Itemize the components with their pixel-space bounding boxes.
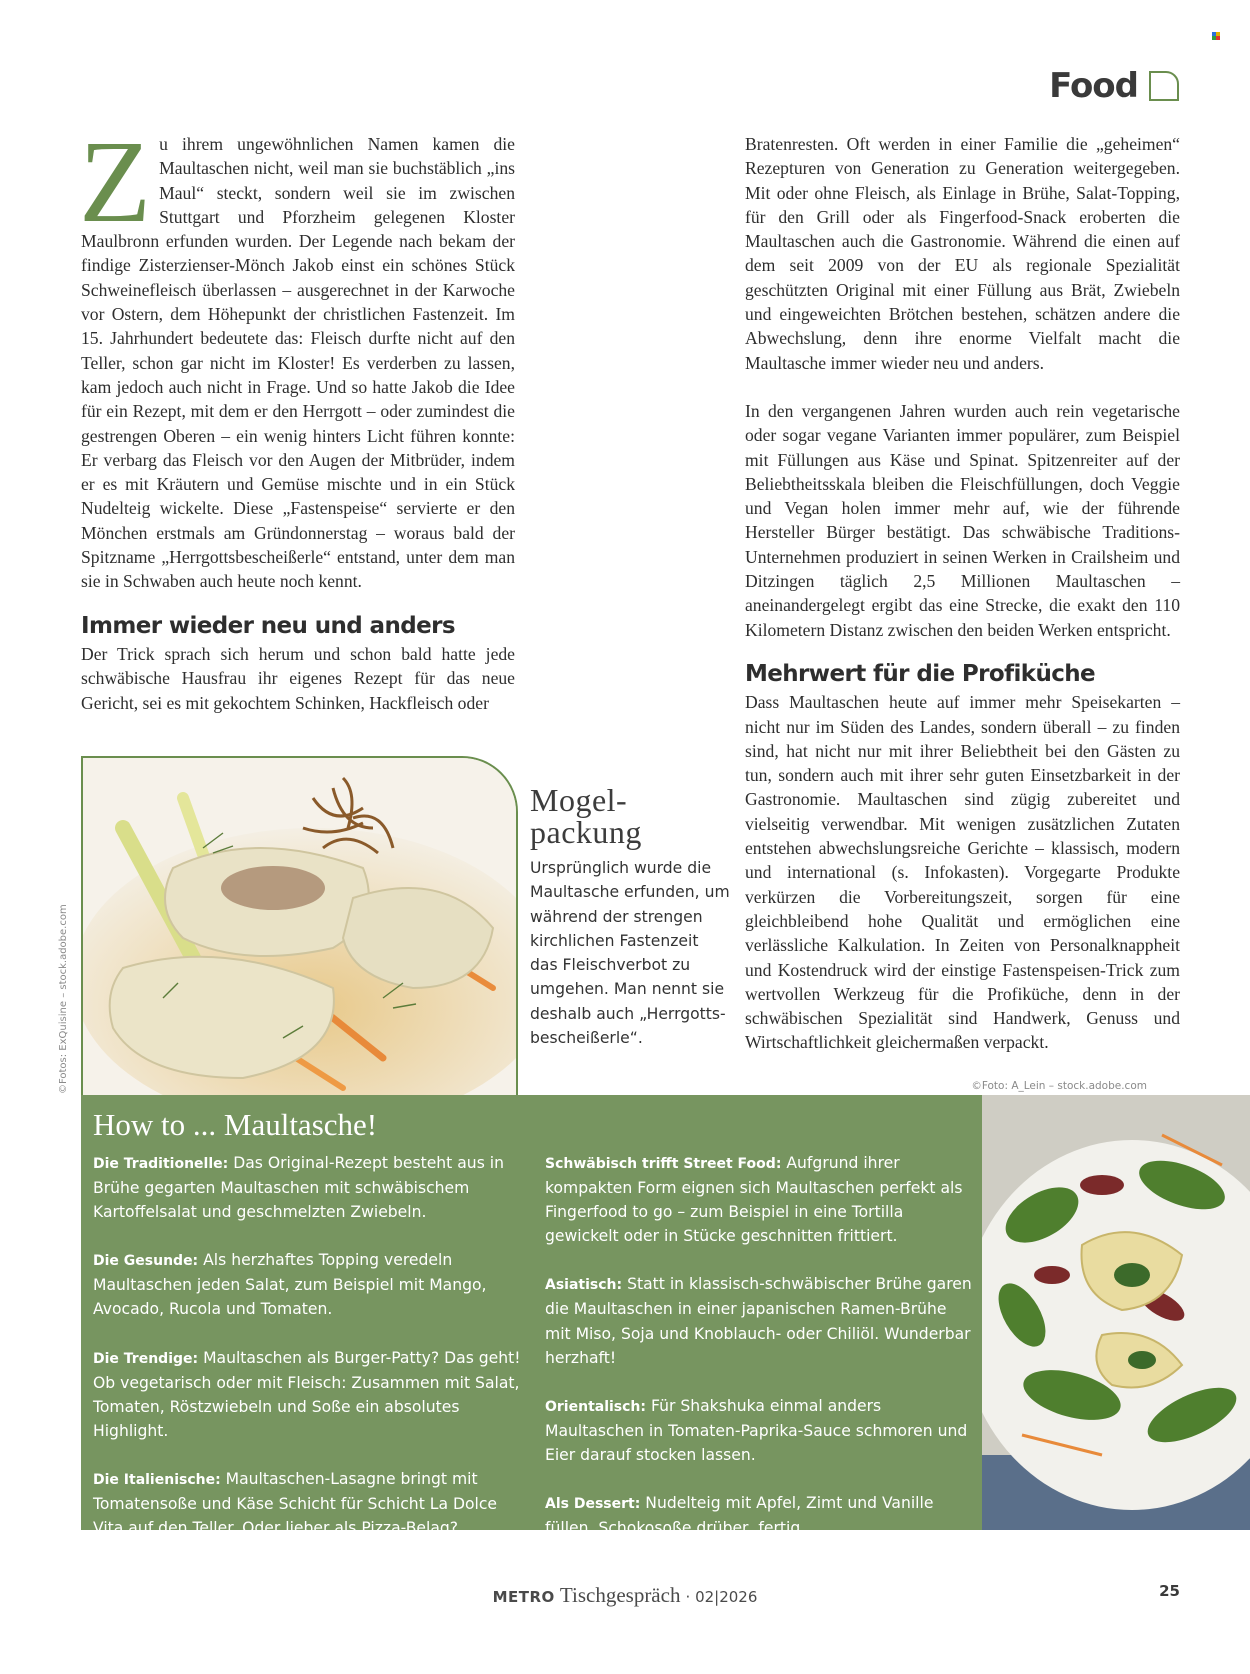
right-paragraph-3: Dass Maultaschen heute auf immer mehr Speisekarten – nicht nur im Süden des Landes, sondern überall – zu finden sind, hat nicht nur mit ihrer Beliebtheit bei den Gästen zu tun, sondern auch mit ihrer sehr guten Einsetzbarkeit in der Gastronomie. Maultaschen sind zügig zubereitet und vielseitig verwendbar. Mit wenigen zusätzlichen Zutaten entstehen abwechslungsreiche Gerichte – klassisch, modern und international (s. Infokasten). Vorgegarte Produkte verkürzen die Vorbereitungszeit, sorgen für eine gleichbleibend hohe Qualität und ermöglichen eine verlässliche Kalkulation. In Zeiten von Personalknappheit und Kostendruck wird der einstige Fastenspeisen-Trick zum wertvollen Werkzeug für die Profiküche, denn in der schwäbischen Spezialität sind Handwerk, Genuss und Wirtschaftlichkeit gleichermaßen verpackt. — [745, 692, 1180, 1053]
sidebar-text: Ursprünglich wurde die Maultasche erfunden, um während der strengen kirchlichen Fastenzeit das Fleischverbot zu umgehen. Man nennt sie deshalb auch „Herrgotts-bescheißerle“. — [530, 859, 730, 1048]
tip-label: Die Trendige: — [93, 1350, 199, 1367]
tip-label: Schwäbisch trifft Street Food: — [545, 1156, 782, 1172]
intro-text: u ihrem ungewöhnlichen Namen kamen die Maultaschen nicht, weil man sie buchstäblich „ins Maul“ steckt, sondern weil sie im zwischen Stuttgart und Pforzheim gelegenen Kloster Maulbronn erfunden wurden. Der Legende nach bekam der findige Zisterzienser-Mönch Jakob einst ein schönes Stück Schweinefleisch überlassen – ausgerechnet in der Karwoche vor Ostern, dem Höhepunkt der christlichen Fastenzeit. Im 15. Jahrhundert bedeutete das: Fleisch durfte nicht auf den Teller, schon gar nicht im Kloster! Es verderben zu lassen, kam jedoch auch nicht in Frage. Und so hatte Jakob die Idee für ein Rezept, mit dem er den Herrgott – oder zumindest die gestrengen Oberen – ein wenig hinters Licht führen konnte: Er verbarg das Fleisch vor den Augen der Mitbrüder, indem er es mit Kräutern und Gemüse mischte und in ein Stück Nudelteig wickelte. Diese „Fastenspeise“ servierte er den Mönchen erstmals am Gründonnerstag – woraus bald der Spitzname „Herrgottsbescheißerle“ entstand, unter dem man sie in Schwaben auch heute noch kennt. — [81, 134, 515, 592]
tip-item — [545, 1272, 977, 1369]
drop-cap: Z — [79, 116, 152, 247]
sidebar-box — [530, 784, 730, 1050]
tip-label: Orientalisch: — [545, 1398, 647, 1415]
page-footer — [0, 1583, 1250, 1608]
article-column-right — [745, 132, 1180, 1055]
salad-photo — [982, 1095, 1250, 1530]
corner-mark-icon — [1212, 32, 1220, 40]
tip-item — [545, 1151, 977, 1248]
tip-text: Statt in klassisch-schwäbischer Brühe garen die Maultaschen in einer japanischen Ramen-Brühe mit Miso, Soja und Knoblauch- oder Chiliöl. Wunderbar herzhaft! — [545, 1275, 972, 1367]
tip-item — [93, 1151, 525, 1224]
photo-credit-2: ©Foto: A_Lein – stock.adobe.com — [971, 1080, 1147, 1092]
tip-label: Asiatisch: — [545, 1277, 623, 1294]
howto-infobox — [81, 1095, 982, 1538]
salad-illustration — [982, 1095, 1250, 1530]
tip-text: Das Original-Rezept besteht aus in Brühe gegarten Maultaschen mit schwäbischem Kartoffelsalat und geschmelzten Zwiebeln. — [93, 1154, 504, 1222]
howto-tips-left — [93, 1151, 525, 1564]
section-title: Food — [1049, 66, 1138, 106]
tip-item — [93, 1248, 525, 1321]
section1-paragraph: Der Trick sprach sich herum und schon bald hatte jede schwäbische Hausfrau ihr eigenes Rezept für das neue Gericht, sei es mit gekochtem Schinken, Hackfleisch oder — [81, 643, 515, 713]
tip-item — [93, 1346, 525, 1443]
maultaschen-photo — [81, 756, 518, 1098]
tip-text: Maultaschen als Burger-Patty? Das geht! Ob vegetarisch oder mit Fleisch: Zusammen mit Salat, Tomaten, Röstzwiebeln und Soße ein absolutes Highlight. — [93, 1348, 521, 1440]
subheading-immer-wieder: Immer wieder neu und anders — [81, 612, 455, 639]
sidebar-title: Mogel-packung — [530, 782, 642, 850]
footer-brand: METRO — [492, 1588, 555, 1606]
tip-text: Aufgrund ihrer kompakten Form eignen sich Maultaschen perfekt als Fingerfood to go – zum Beispiel in eine Tortilla gewickelt oder in Stücke geschnitten frittiert. — [545, 1154, 963, 1246]
page-number: 25 — [1159, 1582, 1180, 1600]
tip-item — [545, 1491, 977, 1540]
howto-tips-right — [545, 1151, 977, 1564]
footer-issue: · 02|2026 — [685, 1588, 758, 1606]
tip-label: Als Dessert: — [545, 1496, 641, 1513]
subheading-mehrwert: Mehrwert für die Profiküche — [745, 660, 1096, 687]
tip-text: Nudelteig mit Apfel, Zimt und Vanille füllen. Schokosoße drüber, fertig. — [545, 1494, 934, 1538]
intro-paragraph — [79, 116, 515, 594]
section-label — [1049, 62, 1180, 110]
tip-item — [93, 1467, 525, 1540]
tip-label: Die Gesunde: — [93, 1253, 199, 1270]
tip-item — [545, 1394, 977, 1467]
right-paragraph-2: In den vergangenen Jahren wurden auch rein vegetarische oder sogar vegane Varianten immer populärer, zum Beispiel mit Füllungen aus Käse und Spinat. Spitzenreiter auf der Beliebtheitsskala bleiben die Fleischfüllungen, doch Veggie und Vegan holen immer mehr auf, wie der führende Hersteller Bürger bestätigt. Das schwäbische Traditions-Unternehmen produziert in seinen Werken in Crailsheim und Ditzingen täglich 2,5 Millionen Maultaschen – aneinandergelegt ergibt das eine Strecke, die exakt den 110 Kilometern Distanz zwischen den beiden Werken entspricht. — [745, 400, 1180, 640]
tip-label: Die Traditionelle: — [93, 1156, 229, 1172]
article-column-left — [79, 116, 515, 715]
page-tab-icon — [1148, 70, 1180, 102]
tip-text: Maultaschen-Lasagne bringt mit Tomatensoße und Käse Schicht für Schicht La Dolce Vita auf den Teller. Oder lieber als Pizza-Belag? — [93, 1469, 498, 1538]
footer-magazine: Tischgespräch — [559, 1583, 681, 1607]
tip-text: Als herzhaftes Topping veredeln Maultaschen jeden Salat, zum Beispiel mit Mango, Avocado, Rucola und Tomaten. — [93, 1251, 487, 1319]
right-paragraph-1: Bratenresten. Oft werden in einer Familie die „geheimen“ Rezepturen von Generation zu Generation weitergegeben. Mit oder ohne Fleisch, als Einlage in Brühe, Salat-Topping, für den Grill oder als Fingerfood-Snack eroberten die Maultaschen auch die Gastronomie. Während die einen auf dem seit 2009 von der EU als regionale Spezialität geschützten Original mit einer Füllung aus Brät, Zwiebeln und eingeweichten Brötchen bestehen, schätzen andere die Abwechslung, denn ihre enorme Vielfalt macht die Maultasche immer wieder neu und anders. — [745, 134, 1180, 373]
howto-title: How to ... Maultasche! — [93, 1107, 378, 1142]
maultaschen-illustration — [83, 758, 516, 1096]
photo-credit-1: ©Fotos: ExQuisine – stock.adobe.com — [58, 904, 69, 1094]
tip-text: Für Shakshuka einmal anders Maultaschen in Tomaten-Paprika-Sauce schmoren und Eier darauf stocken lassen. — [545, 1396, 968, 1464]
tip-label: Die Italienische: — [93, 1471, 221, 1488]
